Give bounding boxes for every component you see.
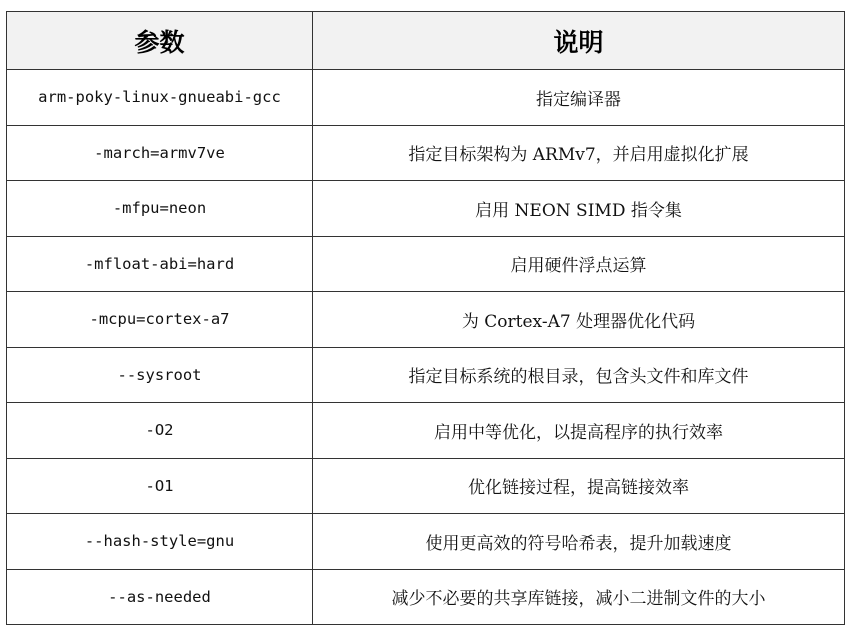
table-row — [7, 403, 845, 459]
desc-cell: 启用硬件浮点运算 — [313, 236, 845, 292]
table-row — [7, 347, 845, 403]
param-cell: -mfpu=neon — [7, 181, 313, 237]
header-param: 参数 — [7, 12, 313, 70]
table-row — [7, 458, 845, 514]
header-desc: 说明 — [313, 12, 845, 70]
param-cell: -march=armv7ve — [7, 125, 313, 181]
param-cell: --hash-style=gnu — [7, 514, 313, 570]
desc-cell: 指定目标架构为 ARMv7，并启用虚拟化扩展 — [313, 125, 845, 181]
params-table — [6, 11, 845, 625]
desc-cell: 优化链接过程，提高链接效率 — [313, 458, 845, 514]
param-cell: --sysroot — [7, 347, 313, 403]
desc-cell: 启用 NEON SIMD 指令集 — [313, 181, 845, 237]
desc-cell: 启用中等优化，以提高程序的执行效率 — [313, 403, 845, 459]
params-table-container — [6, 11, 844, 625]
table-row — [7, 569, 845, 625]
desc-cell: 指定目标系统的根目录，包含头文件和库文件 — [313, 347, 845, 403]
param-cell: --as-needed — [7, 569, 313, 625]
table-header-row — [7, 12, 845, 70]
table-row — [7, 236, 845, 292]
table-row — [7, 125, 845, 181]
desc-cell: 使用更高效的符号哈希表，提升加载速度 — [313, 514, 845, 570]
table-row — [7, 292, 845, 348]
param-cell: arm-poky-linux-gnueabi-gcc — [7, 70, 313, 126]
param-cell: -O1 — [7, 458, 313, 514]
param-cell: -mfloat-abi=hard — [7, 236, 313, 292]
table-row — [7, 70, 845, 126]
param-cell: -O2 — [7, 403, 313, 459]
desc-cell: 减少不必要的共享库链接，减小二进制文件的大小 — [313, 569, 845, 625]
table-row — [7, 514, 845, 570]
desc-cell: 为 Cortex-A7 处理器优化代码 — [313, 292, 845, 348]
desc-cell: 指定编译器 — [313, 70, 845, 126]
param-cell: -mcpu=cortex-a7 — [7, 292, 313, 348]
table-row — [7, 181, 845, 237]
